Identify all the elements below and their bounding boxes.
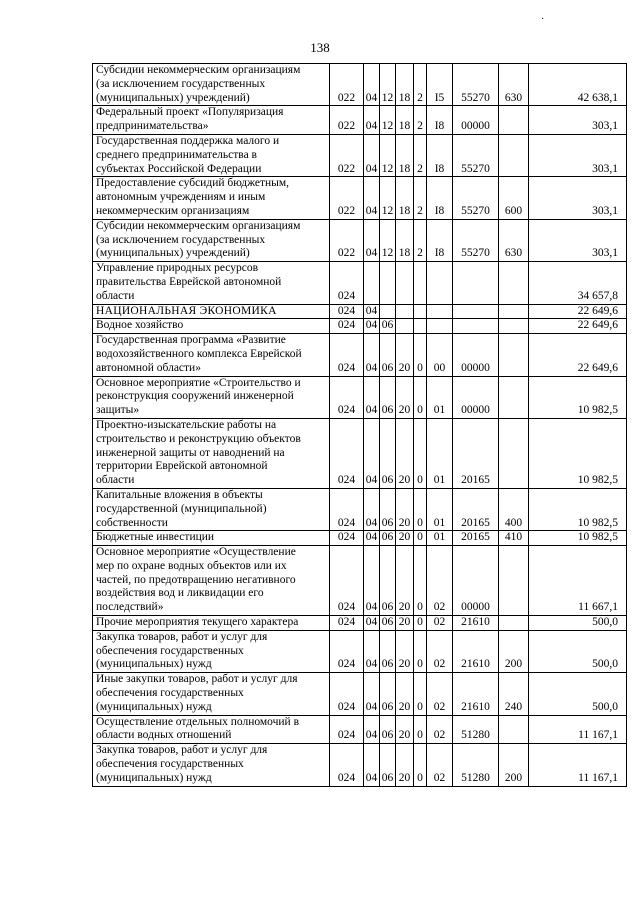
table-row (93, 319, 627, 334)
event-code: 01 (427, 531, 453, 546)
amount: 303,1 (529, 134, 627, 176)
program-code: 20 (396, 376, 414, 418)
event-code (427, 262, 453, 304)
subprogram-code: 2 (414, 106, 427, 135)
ministry-code: 024 (330, 673, 364, 715)
subsection-code: 06 (380, 334, 396, 376)
expense-type-code (499, 304, 529, 319)
program-code: 18 (396, 219, 414, 261)
amount: 303,1 (529, 219, 627, 261)
subprogram-code: 0 (414, 376, 427, 418)
row-name: НАЦИОНАЛЬНАЯ ЭКОНОМИКА (93, 304, 330, 319)
event-code: 01 (427, 488, 453, 530)
subprogram-code: 0 (414, 418, 427, 488)
expense-type-code: 600 (499, 177, 529, 219)
event-code: I8 (427, 134, 453, 176)
subprogram-code: 0 (414, 715, 427, 744)
ministry-code: 024 (330, 334, 364, 376)
program-code: 20 (396, 546, 414, 616)
program-code: 18 (396, 177, 414, 219)
expense-type-code: 630 (499, 64, 529, 106)
section-code: 04 (364, 106, 380, 135)
event-code: 01 (427, 376, 453, 418)
table-row (93, 531, 627, 546)
subprogram-code (414, 304, 427, 319)
program-code (396, 304, 414, 319)
program-code: 18 (396, 134, 414, 176)
subprogram-code: 0 (414, 546, 427, 616)
table-row (93, 744, 627, 786)
ministry-code: 022 (330, 64, 364, 106)
section-code: 04 (364, 219, 380, 261)
subsection-code: 06 (380, 418, 396, 488)
subsection-code: 06 (380, 376, 396, 418)
direction-code: 00000 (453, 334, 499, 376)
direction-code: 21610 (453, 673, 499, 715)
expense-type-code (499, 616, 529, 631)
table-row (93, 630, 627, 672)
program-code: 20 (396, 630, 414, 672)
expense-type-code: 410 (499, 531, 529, 546)
event-code: I8 (427, 177, 453, 219)
event-code: 00 (427, 334, 453, 376)
table-row (93, 334, 627, 376)
event-code: 02 (427, 673, 453, 715)
amount: 42 638,1 (529, 64, 627, 106)
ministry-code: 024 (330, 488, 364, 530)
direction-code (453, 304, 499, 319)
subprogram-code: 2 (414, 134, 427, 176)
row-name: Основное мероприятие «Строительство и реконструкция сооружений инженерной защиты» (93, 376, 330, 418)
ministry-code: 024 (330, 262, 364, 304)
subsection-code: 06 (380, 546, 396, 616)
amount: 10 982,5 (529, 488, 627, 530)
subprogram-code: 0 (414, 630, 427, 672)
subprogram-code: 0 (414, 488, 427, 530)
direction-code: 21610 (453, 630, 499, 672)
expense-type-code (499, 418, 529, 488)
table-row (93, 177, 627, 219)
section-code: 04 (364, 546, 380, 616)
section-code: 04 (364, 418, 380, 488)
program-code: 20 (396, 531, 414, 546)
subsection-code: 06 (380, 616, 396, 631)
amount: 303,1 (529, 177, 627, 219)
subprogram-code: 2 (414, 177, 427, 219)
section-code (364, 262, 380, 304)
section-code: 04 (364, 673, 380, 715)
subprogram-code: 0 (414, 334, 427, 376)
program-code: 20 (396, 715, 414, 744)
expense-type-code: 200 (499, 630, 529, 672)
subprogram-code (414, 262, 427, 304)
amount: 10 982,5 (529, 418, 627, 488)
direction-code: 00000 (453, 106, 499, 135)
event-code (427, 304, 453, 319)
expense-type-code: 200 (499, 744, 529, 786)
event-code: I8 (427, 219, 453, 261)
direction-code: 00000 (453, 546, 499, 616)
expense-type-code: 240 (499, 673, 529, 715)
ministry-code: 022 (330, 134, 364, 176)
amount: 11 167,1 (529, 744, 627, 786)
row-name: Государственная поддержка малого и среднего предпринимательства в субъектах Российской Федерации (93, 134, 330, 176)
table-row (93, 106, 627, 135)
subsection-code: 06 (380, 673, 396, 715)
event-code: 02 (427, 715, 453, 744)
ministry-code: 024 (330, 304, 364, 319)
expense-type-code: 400 (499, 488, 529, 530)
row-name: Проектно-изыскательские работы на строительство и реконструкцию объектов инженерной защиты от наводнений на территории Еврейской автономной области (93, 418, 330, 488)
subprogram-code (414, 319, 427, 334)
page-mark: · (541, 14, 545, 25)
section-code: 04 (364, 64, 380, 106)
subsection-code: 06 (380, 488, 396, 530)
subsection-code: 12 (380, 134, 396, 176)
row-name: Субсидии некоммерческим организациям (за исключением государственных (муниципальных) учреждений) (93, 219, 330, 261)
row-name: Осуществление отдельных полномочий в области водных отношений (93, 715, 330, 744)
row-name: Государственная программа «Развитие водохозяйственного комплекса Еврейской автономной области» (93, 334, 330, 376)
subsection-code: 06 (380, 630, 396, 672)
ministry-code: 024 (330, 616, 364, 631)
row-name: Бюджетные инвестиции (93, 531, 330, 546)
budget-table (92, 63, 627, 787)
direction-code: 51280 (453, 744, 499, 786)
table-body (93, 64, 627, 787)
direction-code: 55270 (453, 219, 499, 261)
direction-code: 55270 (453, 64, 499, 106)
ministry-code: 024 (330, 715, 364, 744)
event-code: 02 (427, 744, 453, 786)
section-code: 04 (364, 744, 380, 786)
table-row (93, 488, 627, 530)
direction-code (453, 262, 499, 304)
amount: 10 982,5 (529, 531, 627, 546)
direction-code: 00000 (453, 376, 499, 418)
row-name: Водное хозяйство (93, 319, 330, 334)
table-row (93, 219, 627, 261)
program-code (396, 262, 414, 304)
amount: 500,0 (529, 630, 627, 672)
ministry-code: 024 (330, 744, 364, 786)
subprogram-code: 0 (414, 673, 427, 715)
section-code: 04 (364, 334, 380, 376)
section-code: 04 (364, 630, 380, 672)
table-row (93, 546, 627, 616)
expense-type-code (499, 715, 529, 744)
program-code: 20 (396, 616, 414, 631)
row-name: Субсидии некоммерческим организациям (за исключением государственных (муниципальных) учреждений) (93, 64, 330, 106)
direction-code: 20165 (453, 488, 499, 530)
amount: 22 649,6 (529, 334, 627, 376)
table-row (93, 673, 627, 715)
subprogram-code: 0 (414, 616, 427, 631)
ministry-code: 024 (330, 376, 364, 418)
subsection-code: 06 (380, 715, 396, 744)
page-number: 138 (310, 40, 330, 55)
program-code: 20 (396, 673, 414, 715)
table-row (93, 418, 627, 488)
event-code: 02 (427, 630, 453, 672)
row-name: Прочие мероприятия текущего характера (93, 616, 330, 631)
row-name: Предоставление субсидий бюджетным, автономным учреждениям и иным некоммерческим организациям (93, 177, 330, 219)
section-code: 04 (364, 177, 380, 219)
direction-code: 55270 (453, 134, 499, 176)
amount: 10 982,5 (529, 376, 627, 418)
direction-code: 21610 (453, 616, 499, 631)
event-code: I5 (427, 64, 453, 106)
subsection-code: 06 (380, 744, 396, 786)
amount: 500,0 (529, 673, 627, 715)
subsection-code: 06 (380, 319, 396, 334)
event-code: I8 (427, 106, 453, 135)
expense-type-code (499, 134, 529, 176)
amount: 22 649,6 (529, 319, 627, 334)
row-name: Иные закупки товаров, работ и услуг для обеспечения государственных (муниципальных) нужд (93, 673, 330, 715)
amount: 11 667,1 (529, 546, 627, 616)
row-name: Основное мероприятие «Осуществление мер по охране водных объектов или их частей, по предотвращению негативного воздействия вод и ликвидации его последствий» (93, 546, 330, 616)
direction-code: 20165 (453, 531, 499, 546)
expense-type-code (499, 376, 529, 418)
table-row (93, 262, 627, 304)
subsection-code: 12 (380, 219, 396, 261)
event-code: 02 (427, 546, 453, 616)
table-row (93, 715, 627, 744)
expense-type-code: 630 (499, 219, 529, 261)
subsection-code (380, 262, 396, 304)
table-row (93, 64, 627, 106)
section-code: 04 (364, 531, 380, 546)
ministry-code: 022 (330, 177, 364, 219)
event-code: 02 (427, 616, 453, 631)
expense-type-code (499, 334, 529, 376)
section-code: 04 (364, 304, 380, 319)
amount: 500,0 (529, 616, 627, 631)
direction-code (453, 319, 499, 334)
expense-type-code (499, 546, 529, 616)
subprogram-code: 2 (414, 64, 427, 106)
program-code: 20 (396, 418, 414, 488)
amount: 303,1 (529, 106, 627, 135)
subprogram-code: 2 (414, 219, 427, 261)
direction-code: 51280 (453, 715, 499, 744)
subsection-code: 12 (380, 177, 396, 219)
table-row (93, 134, 627, 176)
expense-type-code (499, 106, 529, 135)
subprogram-code: 0 (414, 744, 427, 786)
subsection-code: 12 (380, 64, 396, 106)
section-code: 04 (364, 488, 380, 530)
ministry-code: 022 (330, 219, 364, 261)
section-code: 04 (364, 376, 380, 418)
row-name: Закупка товаров, работ и услуг для обеспечения государственных (муниципальных) нужд (93, 744, 330, 786)
subsection-code: 06 (380, 531, 396, 546)
event-code (427, 319, 453, 334)
amount: 11 167,1 (529, 715, 627, 744)
ministry-code: 024 (330, 546, 364, 616)
table-row (93, 376, 627, 418)
table-row (93, 304, 627, 319)
table-row (93, 616, 627, 631)
section-code: 04 (364, 715, 380, 744)
subsection-code (380, 304, 396, 319)
event-code: 01 (427, 418, 453, 488)
section-code: 04 (364, 134, 380, 176)
amount: 34 657,8 (529, 262, 627, 304)
subprogram-code: 0 (414, 531, 427, 546)
program-code: 20 (396, 488, 414, 530)
section-code: 04 (364, 616, 380, 631)
row-name: Федеральный проект «Популяризация предпринимательства» (93, 106, 330, 135)
direction-code: 20165 (453, 418, 499, 488)
program-code: 18 (396, 106, 414, 135)
ministry-code: 024 (330, 630, 364, 672)
ministry-code: 022 (330, 106, 364, 135)
row-name: Управление природных ресурсов правительства Еврейской автономной области (93, 262, 330, 304)
program-code: 20 (396, 334, 414, 376)
program-code (396, 319, 414, 334)
expense-type-code (499, 262, 529, 304)
subsection-code: 12 (380, 106, 396, 135)
program-code: 18 (396, 64, 414, 106)
ministry-code: 024 (330, 418, 364, 488)
section-code: 04 (364, 319, 380, 334)
row-name: Капитальные вложения в объекты государственной (муниципальной) собственности (93, 488, 330, 530)
expense-type-code (499, 319, 529, 334)
ministry-code: 024 (330, 319, 364, 334)
amount: 22 649,6 (529, 304, 627, 319)
program-code: 20 (396, 744, 414, 786)
direction-code: 55270 (453, 177, 499, 219)
row-name: Закупка товаров, работ и услуг для обеспечения государственных (муниципальных) нужд (93, 630, 330, 672)
ministry-code: 024 (330, 531, 364, 546)
